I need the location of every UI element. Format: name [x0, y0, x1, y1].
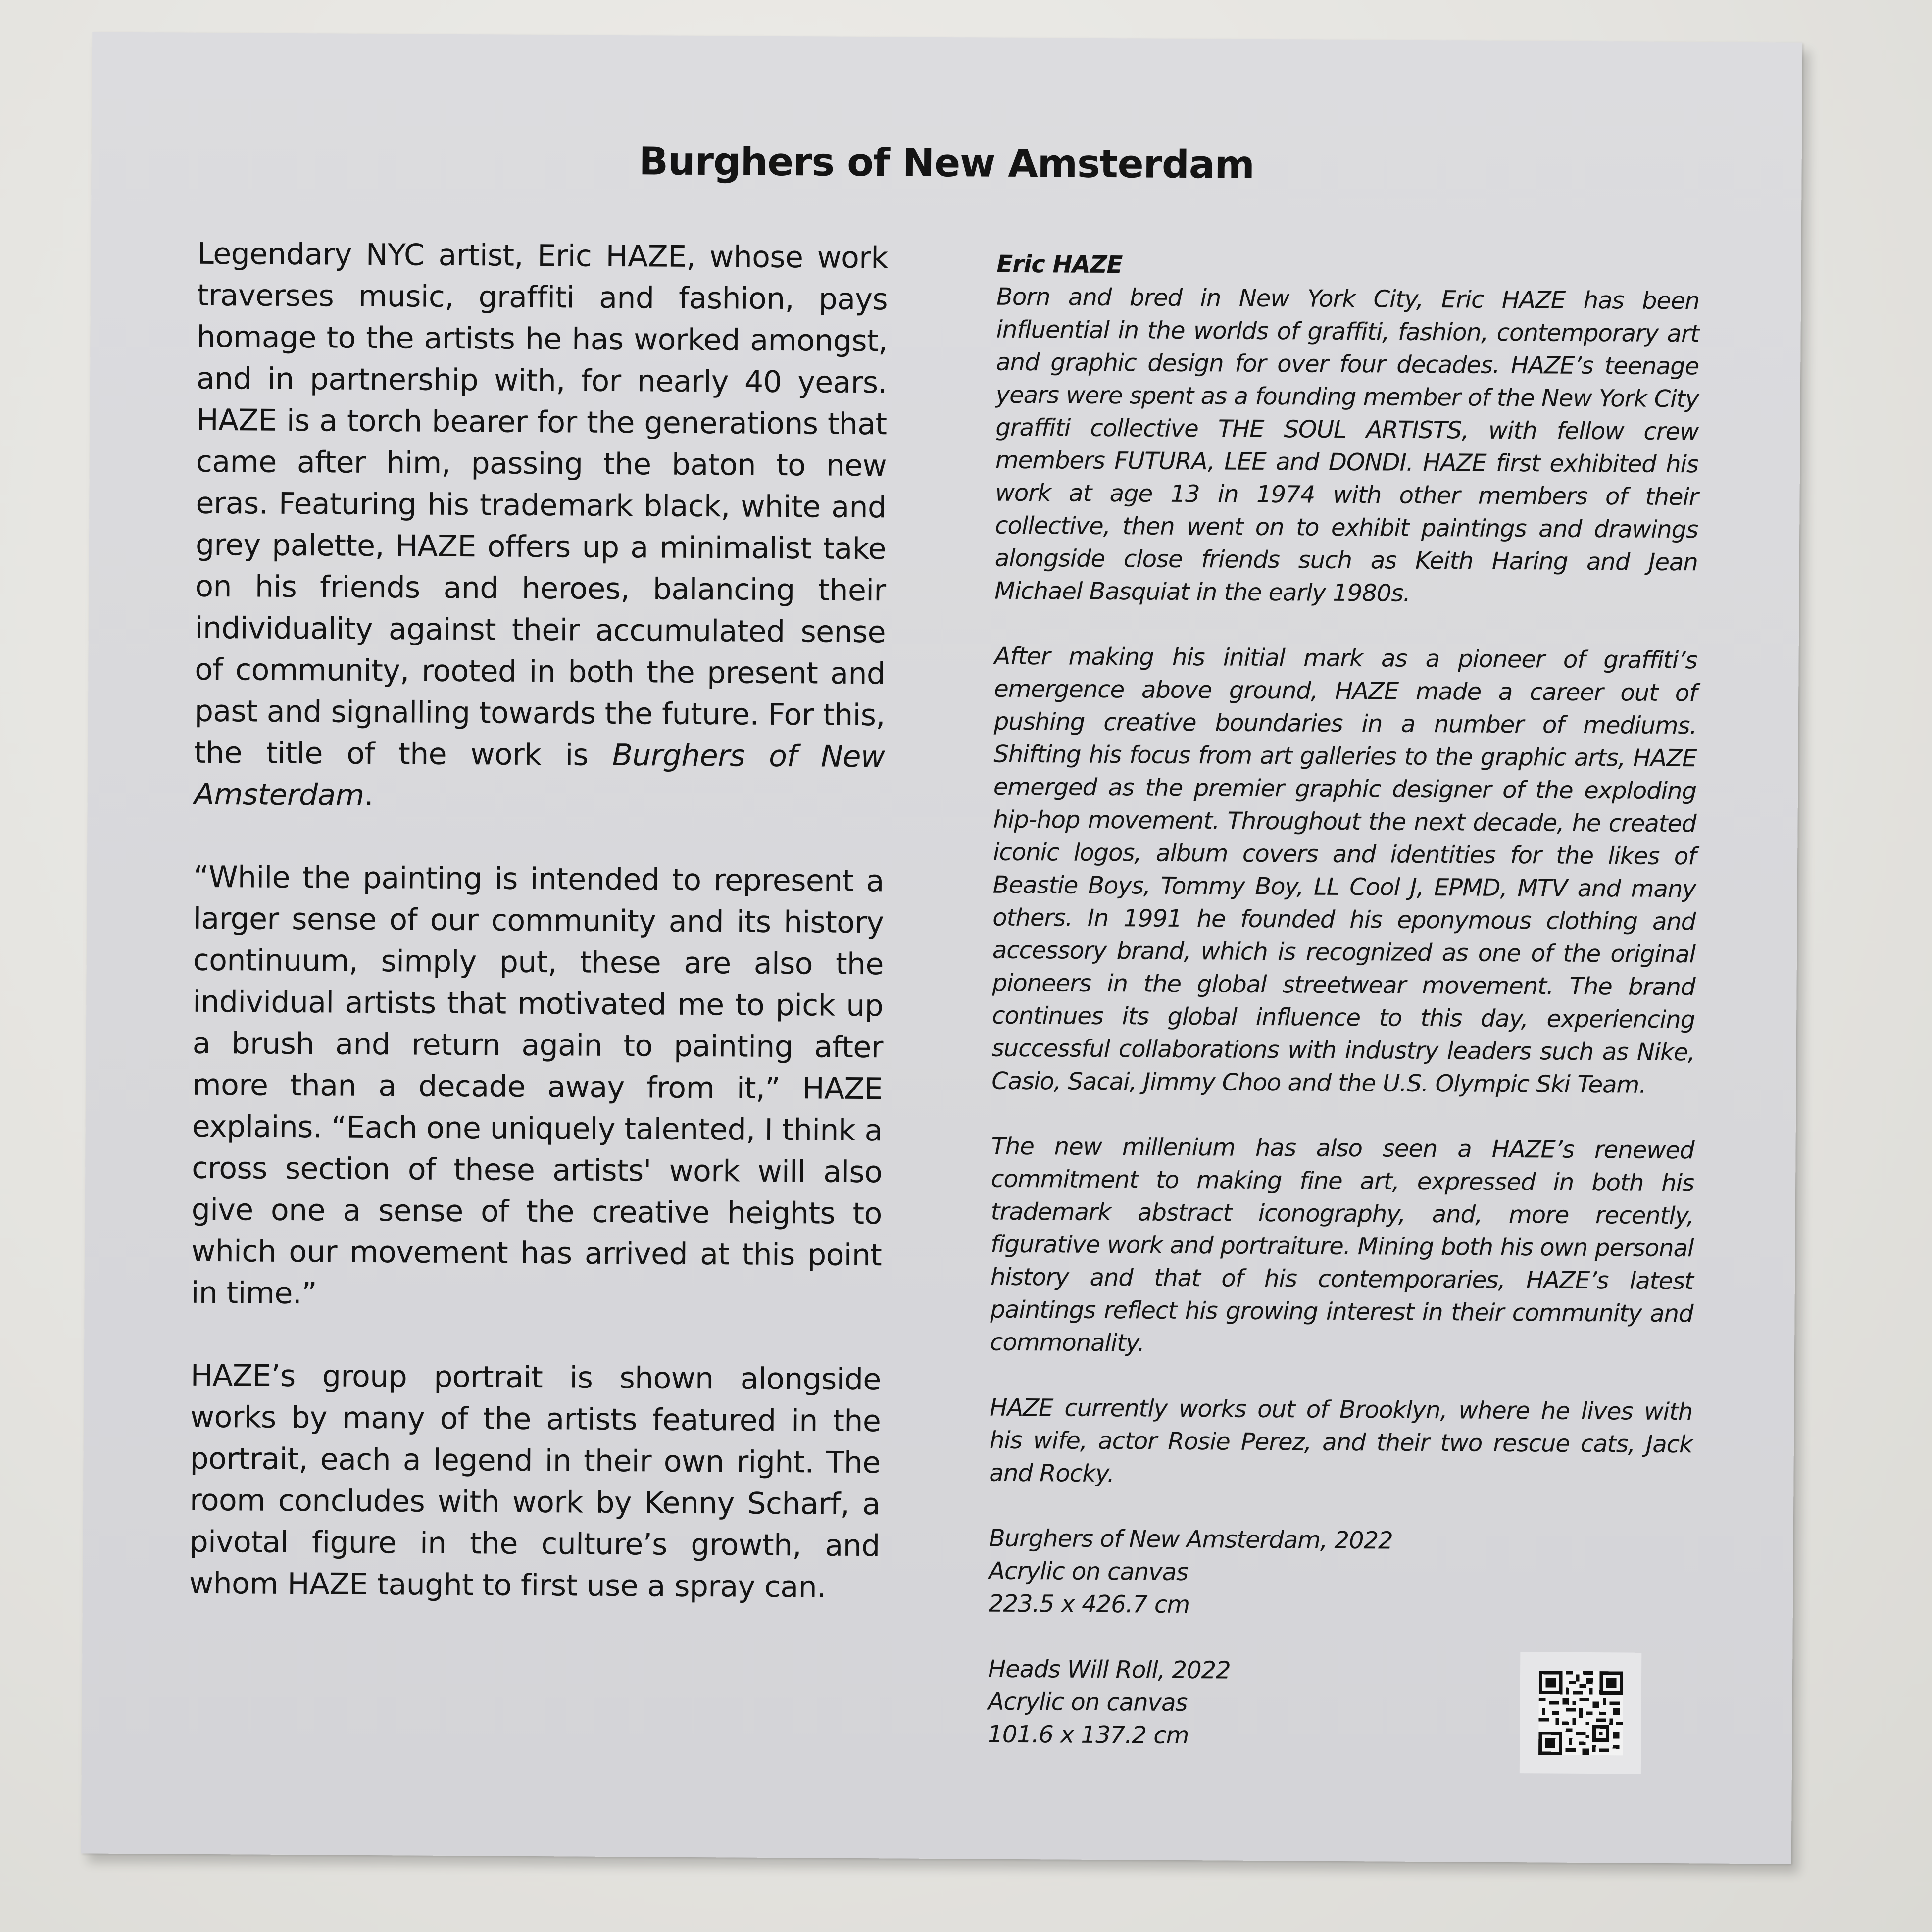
artwork-1-dimensions: 223.5 x 426.7 cm	[988, 1589, 1190, 1619]
artwork-1-title: Burghers of New Amsterdam, 2022	[989, 1524, 1393, 1555]
exhibition-context-paragraph: HAZE’s group portrait is shown alongside works by many of the artists featured in the portrait, each a legend in their own right. The room concludes with work by Kenny Scharf, a pivotal figure in the culture’s growth, and whom HAZE taught to first use a spray can.	[189, 1358, 881, 1605]
artist-name: Eric HAZE	[996, 250, 1123, 279]
bio-paragraph-1-text: Born and bred in New York City, Eric HAZE has been influential in the worlds of graffiti, fashion, contemporary art and graphic design for over four decades. HAZE’s teenage years were spent as a founding member of the New York City graffiti collective THE SOUL ARTISTS, with fellow crew members FUTURA, LEE and DONDI. HAZE first exhibited his work at age 13 in 1974 with other members of their collective, then went on to exhibit paintings and drawings alongside close friends such as Keith Haring and Jean Michael Basquiat in the early 1980s.	[994, 283, 1700, 607]
artwork-2-title: Heads Will Roll, 2022	[988, 1655, 1231, 1684]
panel-title: Burghers of New Amsterdam	[639, 139, 1255, 188]
artwork-1-medium: Acrylic on canvas	[989, 1557, 1189, 1586]
artist-quote-paragraph: “While the painting is intended to represent a larger sense of our community and its history continuum, simply put, these are also the individual artists that motivated me to pick up a brush and return again to painting after more than a decade away from it,” HAZE explains. “Each one uniquely talented, I think a cross section of these artists' work will also give one a sense of the creative heights to which our movement has arrived at this point in time.”	[191, 859, 885, 1311]
bio-paragraph-2: After making his initial mark as a pioneer of graffiti’s emergence above ground, HAZE made a career out of pushing creative boundaries in a number of mediums. Shifting his focus from art galleries to the graphic arts, HAZE emerged as the premier graphic designer of the exploding hip-hop movement. Throughout the next decade, he created iconic logos, album covers and identities for the likes of Beastie Boys, Tommy Boy, LL Cool J, EPMD, MTV and many others. In 1991 he founded his eponymous clothing and accessory brand, which is recognized as one of the original pioneers in the global streetwear movement. The brand continues its global influence to this day, experiencing successful collaborations with industry leaders such as Nike, Casio, Sacai, Jimmy Choo and the U.S. Olympic Ski Team.	[991, 642, 1697, 1099]
qr-code-sticker[interactable]	[1520, 1652, 1641, 1774]
bio-paragraph-4: HAZE currently works out of Brooklyn, where he lives with his wife, actor Rosie Perez, and their two rescue cats, Jack and Rocky.	[989, 1393, 1693, 1488]
intro-paragraph-text: Legendary NYC artist, Eric HAZE, whose work traverses music, graffiti and fashion, pays homage to the artists he has worked amongst, and in partnership with, for nearly 40 years. HAZE is a torch bearer for the generations that came after him, passing the baton to new eras. Featuring his trademark black, white and grey palette, HAZE offers up a minimalist take on his friends and heroes, balancing their individuality against their accumulated sense of community, rooted in both the present and past and signalling towards the future. For this, the title of the work is	[194, 236, 888, 773]
wall-label-panel	[81, 32, 1802, 1864]
bio-paragraph-3: The new millenium has also seen a HAZE’s renewed commitment to making fine art, expressed in both his trademark abstract iconography, and, more recently, figurative work and portraiture. Mining both his own personal history and that of his contemporaries, HAZE’s latest paintings reflect his growing interest in their community and commonality.	[990, 1132, 1694, 1357]
artist-biography-column	[988, 248, 1700, 1788]
bio-paragraph-1	[994, 248, 1699, 612]
artwork-2-dimensions: 101.6 x 137.2 cm	[988, 1720, 1189, 1750]
artwork-title-italic: Burghers of New Amsterdam	[194, 738, 885, 813]
intro-paragraph-end: .	[364, 778, 374, 813]
artwork-caption-1	[989, 1522, 1692, 1625]
artwork-2-medium: Acrylic on canvas	[988, 1687, 1188, 1717]
curatorial-text-column	[189, 233, 888, 1649]
intro-paragraph	[194, 233, 888, 819]
qr-code-icon[interactable]	[1538, 1671, 1623, 1755]
